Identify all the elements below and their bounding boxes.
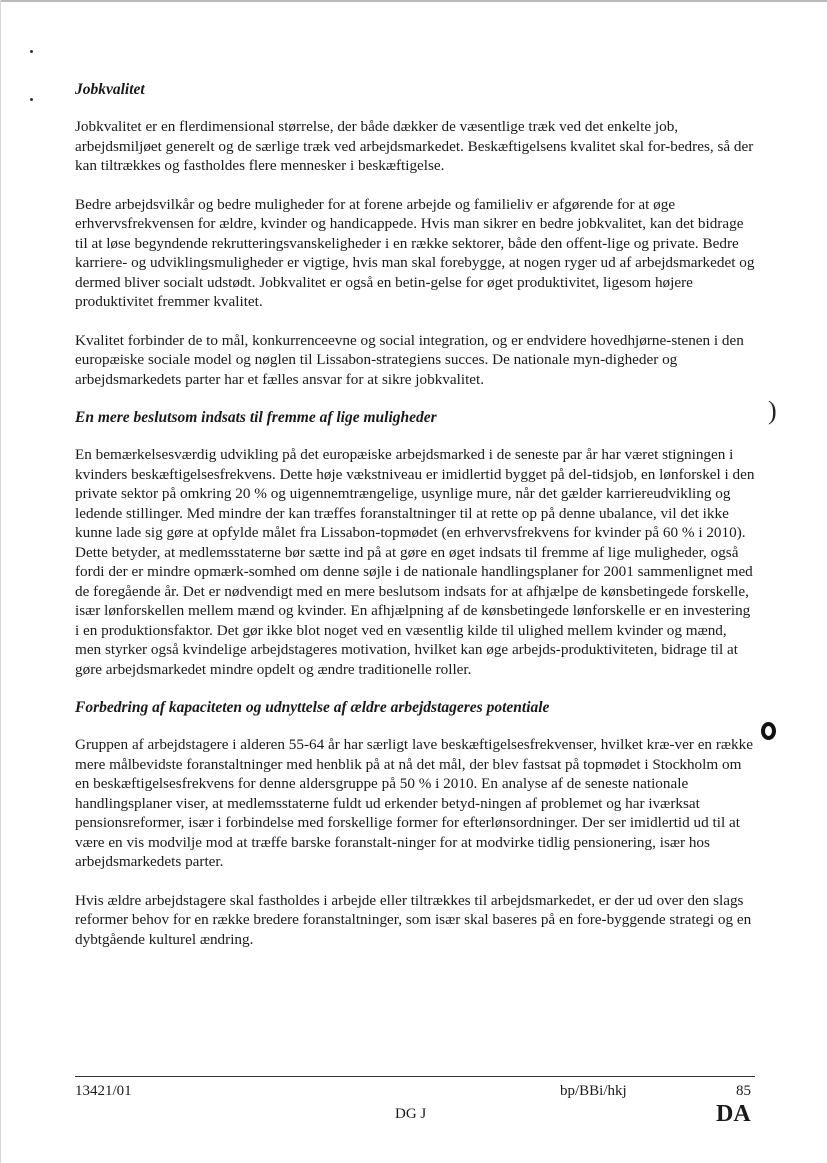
page-top-edge (0, 0, 827, 2)
paragraph: Jobkvalitet er en flerdimensional størrelse, der både dækker de væsentlige træk ved det enkelte job, arbejdsmiljøet generelt og de særlige træk ved arbejdsmarkedet. Beskæftigelsens kvalitet skal for-bedres, så der kan tiltrækkes og fastholdes flere mennesker i beskæftigelse. (75, 118, 754, 174)
margin-circle-mark (761, 722, 776, 740)
footer-reference: bp/BBi/hkj (560, 1083, 627, 1099)
section-heading-lige-muligheder: En mere beslutsom indsats til fremme af lige muligheder (75, 409, 437, 426)
footer-page-number: 85 (736, 1083, 751, 1099)
scan-speck (30, 98, 33, 101)
paragraph: Bedre arbejdsvilkår og bedre muligheder for at forene arbejde og familieliv er afgørende for at øge erhvervsfrekvensen for ældre, kvinder og handicappede. Hvis man sikrer en bedre jobkvalitet, kan det bidrage til at løse begyndende rekrutteringsvanskeligheder i en række sektorer, både den offent-lige og private. Bedre karriere- og udviklingsmuligheder er vigtige, hvis man skal forebygge, at nogen ryger ud af arbejdsmarkedet og dermed bliver socialt udstødt. Jobkvalitet er også en betin-gelse for øget produktivitet, ligesom højere produktivitet fremmer kvalitet. (75, 195, 755, 310)
paragraph: Hvis ældre arbejdstagere skal fastholdes i arbejde eller tiltrækkes til arbejdsmarkedet, er der ud over den slags reformer behov for en række bredere foranstaltninger, som især skal baseres på en fore-byggende strategi og en dybtgående kulturel ændring. (75, 891, 752, 948)
paragraph: Gruppen af arbejdstagere i alderen 55-64 år har særligt lave beskæftigelsesfrekvenser, hvilket kræ-ver en række mere målbevidste foranstaltninger med henblik på at nå det mål, der blev fastsat på topmødet i Stockholm om en beskæftigelsesfrekvens for denne aldersgruppe på 50 % i 2010. En analyse af de seneste nationale handlingsplaner viser, at medlemsstaterne fuldt ud erkender betyd-ningen af problemet og har iværksat pensionsreformer, især i forbindelse med forskellige former for efterlønsordninger. Der ser imidlertid ud til at være en vis modvilje mod at træffe barske foranstalt-ninger for at modvirke tidlig pensionering, især hos arbejdsmarkedets parter. (75, 736, 753, 870)
scan-speck (30, 50, 33, 53)
document-body (75, 80, 755, 968)
section-heading-aeldre-arbejdstagere: Forbedring af kapaciteten og udnyttelse af ældre arbejdstageres potentiale (75, 699, 550, 716)
paragraph: Kvalitet forbinder de to mål, konkurrenceevne og social integration, og er endvidere hovedhjørne-stenen i den europæiske sociale model og nøglen til Lissabon-strategiens succes. De nationale myn-digheder og arbejdsmarkedets parter har et fælles ansvar for at sikre jobkvalitet. (75, 331, 744, 388)
footer-language-code: DA (716, 1101, 751, 1127)
paragraph: En bemærkelsesværdig udvikling på det europæiske arbejdsmarked i de seneste par år har været stigningen i kvinders beskæftigelsesfrekvens. Dette høje vækstniveau er imidlertid bygget på del-tidsjob, en lønforskel i den private sektor på omkring 20 % og uigennemtrængelige, usynlige mure, når det gælder karriereudvikling og ledende stillinger. Med mindre der kan træffes foranstaltninger til at rette op på denne ubalance, vil det ikke kunne lade sig gøre at opfylde målet fra Lissabon-topmødet (en erhvervsfrekvens for kvinder på 60 % i 2010). Dette betyder, at medlemsstaterne bør sætte ind på at gøre en øget indsats til fremme af lige muligheder, også fordi der er mindre opmærk-somhed om denne søjle i de nationale handlingsplaner for 2001 sammenlignet med de foregående år. Det er nødvendigt med en mere beslutsom indsats for at afhjælpe de kønsbetingede forskelle, især lønforskellen mellem mænd og kvinder. En afhjælpning af de kønsbetingede lønforskelle er en investering i en produktionsfaktor. Det gør ikke blot noget ved en væsentlig kilde til ulighed mellem kvinder og mænd, men styrker også kvindelige arbejdstageres motivation, hvilket kan øge arbejds-produktiviteten, bidrage til at gøre arbejdsmarkedet mindre opdelt og ændre traditionelle roller. (75, 446, 755, 678)
margin-paren-mark: ) (768, 396, 777, 425)
section-heading-jobkvalitet: Jobkvalitet (75, 81, 145, 98)
footer-doc-number: 13421/01 (75, 1083, 132, 1099)
footer-directorate: DG J (395, 1106, 427, 1122)
footer-divider (75, 1076, 755, 1077)
page-left-edge (0, 0, 1, 1163)
